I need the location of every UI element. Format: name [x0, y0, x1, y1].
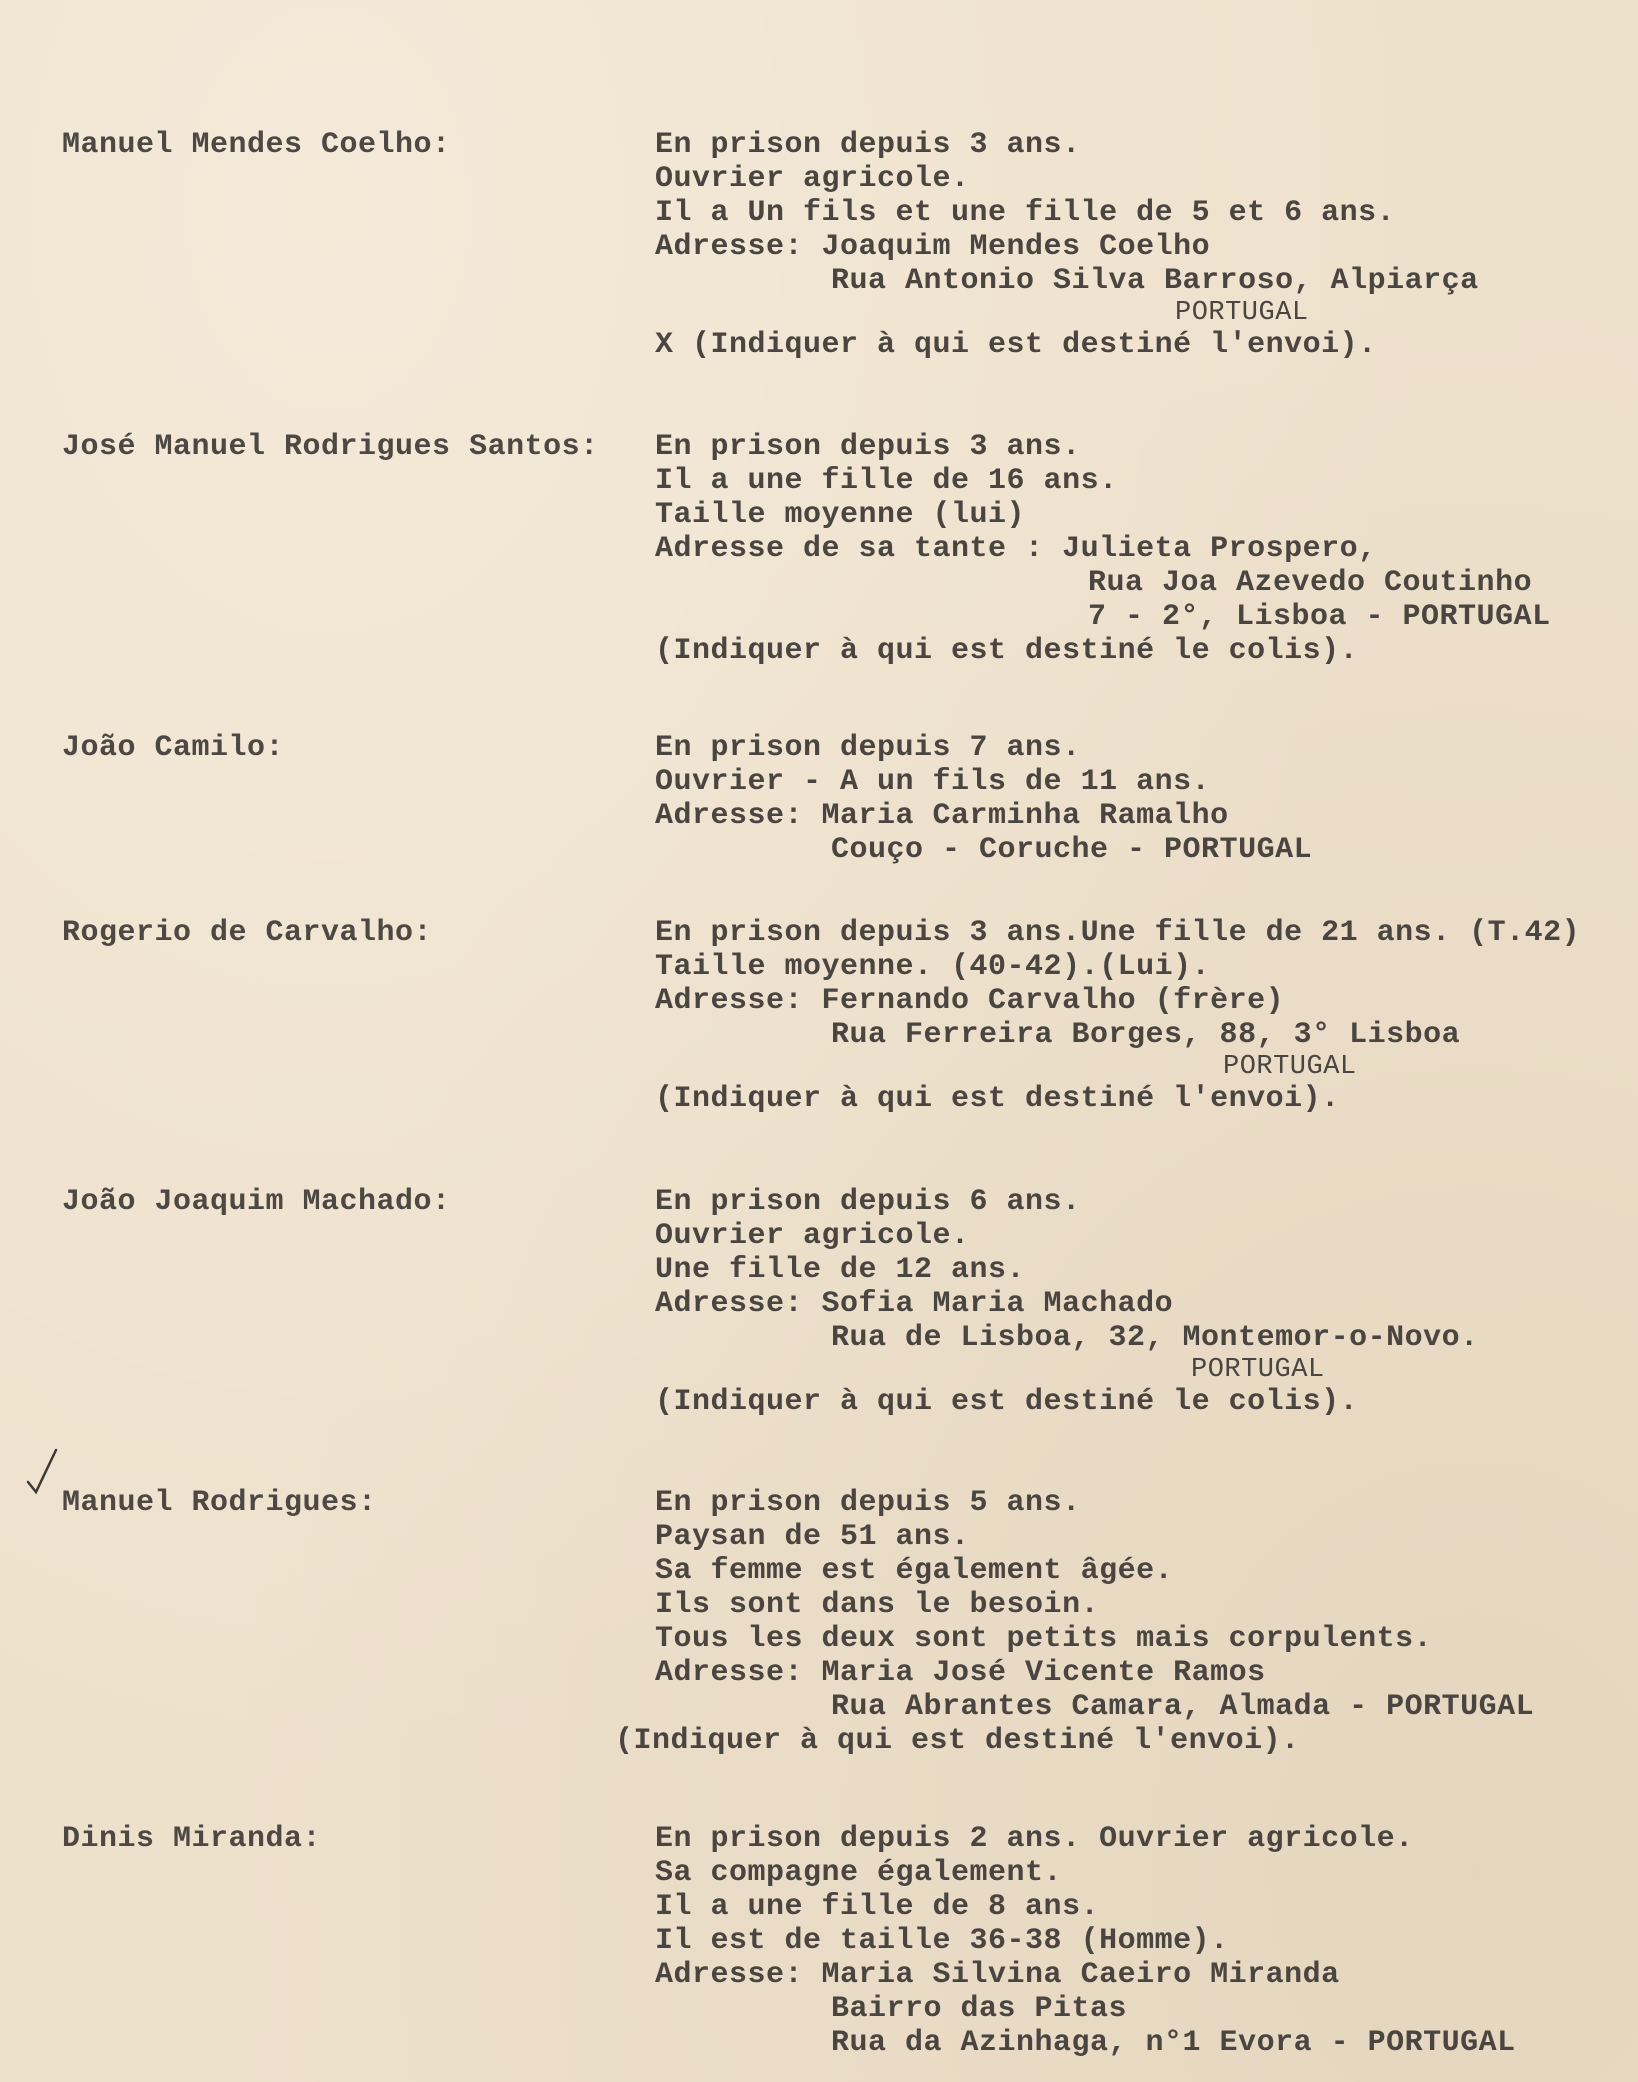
detail-line: En prison depuis 3 ans. — [655, 128, 1081, 162]
address-line: Couço - Coruche - PORTUGAL — [831, 833, 1313, 867]
prisoner-name: José Manuel Rodrigues Santos: — [62, 430, 599, 464]
entry-details — [655, 1185, 1479, 1419]
prisoner-name: Manuel Rodrigues: — [62, 1486, 377, 1520]
address-line: 7 - 2°, Lisboa - PORTUGAL — [1088, 600, 1551, 634]
detail-line: Adresse: Maria Carminha Ramalho — [655, 799, 1229, 833]
entry-details — [615, 1486, 1535, 1758]
address-line: Rua Ferreira Borges, 88, 3° Lisboa — [831, 1018, 1461, 1052]
prisoner-name: João Joaquim Machado: — [62, 1185, 451, 1219]
detail-line: Ouvrier - A un fils de 11 ans. — [655, 765, 1211, 799]
detail-line: En prison depuis 5 ans. — [655, 1486, 1081, 1520]
detail-line: Une fille de 12 ans. — [655, 1253, 1026, 1287]
address-line: Rua Antonio Silva Barroso, Alpiarça — [831, 264, 1479, 298]
prisoner-name: Rogerio de Carvalho: — [62, 916, 433, 950]
entry-details — [655, 731, 1312, 867]
detail-line: Adresse: Sofia Maria Machado — [655, 1287, 1174, 1321]
country-line: PORTUGAL — [1175, 298, 1309, 328]
detail-line: Adresse: Joaquim Mendes Coelho — [655, 230, 1211, 264]
note-line: (Indiquer à qui est destiné le colis). — [655, 1385, 1359, 1419]
detail-line: Il est de taille 36-38 (Homme). — [655, 1924, 1229, 1958]
entry-details — [655, 430, 1551, 668]
detail-line: Sa femme est également âgée. — [655, 1554, 1174, 1588]
prisoner-name: Dinis Miranda: — [62, 1822, 322, 1856]
detail-line: En prison depuis 6 ans. — [655, 1185, 1081, 1219]
detail-line: Il a une fille de 16 ans. — [655, 464, 1118, 498]
detail-line: Ils sont dans le besoin. — [655, 1588, 1100, 1622]
detail-line: En prison depuis 3 ans. — [655, 430, 1081, 464]
detail-line: Adresse: Maria José Vicente Ramos — [655, 1656, 1266, 1690]
detail-line: Ouvrier agricole. — [655, 1219, 970, 1253]
address-line: Rua de Lisboa, 32, Montemor-o-Novo. — [831, 1321, 1479, 1355]
detail-line: En prison depuis 3 ans.Une fille de 21 ans. (T.42) — [655, 916, 1581, 950]
country-line: PORTUGAL — [1223, 1052, 1357, 1082]
detail-line: Ouvrier agricole. — [655, 162, 970, 196]
detail-line: Adresse de sa tante : Julieta Prospero, — [655, 532, 1377, 566]
country-line: PORTUGAL — [1191, 1355, 1325, 1385]
entry-details — [655, 128, 1479, 362]
detail-line: Il a Un fils et une fille de 5 et 6 ans. — [655, 196, 1396, 230]
entry-details — [655, 916, 1580, 1116]
checkmark-icon — [22, 1446, 62, 1496]
address-line: Rua Abrantes Camara, Almada - PORTUGAL — [831, 1690, 1535, 1724]
note-line: X (Indiquer à qui est destiné l'envoi). — [655, 328, 1377, 362]
detail-line: En prison depuis 7 ans. — [655, 731, 1081, 765]
address-line: Bairro das Pitas — [831, 1992, 1128, 2026]
note-line: (Indiquer à qui est destiné l'envoi). — [615, 1724, 1300, 1758]
prisoner-name: Manuel Mendes Coelho: — [62, 128, 451, 162]
address-line: Rua Joa Azevedo Coutinho — [1088, 566, 1533, 600]
detail-line: Sa compagne également. — [655, 1856, 1063, 1890]
address-line: Rua da Azinhaga, n°1 Evora - PORTUGAL — [831, 2026, 1516, 2060]
detail-line: Il a une fille de 8 ans. — [655, 1890, 1100, 1924]
prisoner-name: João Camilo: — [62, 731, 285, 765]
detail-line: Adresse: Fernando Carvalho (frère) — [655, 984, 1285, 1018]
detail-line: Taille moyenne. (40-42).(Lui). — [655, 950, 1211, 984]
detail-line: Taille moyenne (lui) — [655, 498, 1026, 532]
detail-line: Adresse: Maria Silvina Caeiro Miranda — [655, 1958, 1340, 1992]
detail-line: Paysan de 51 ans. — [655, 1520, 970, 1554]
note-line: (Indiquer à qui est destiné l'envoi). — [655, 1082, 1340, 1116]
note-line: (Indiquer à qui est destiné le colis). — [655, 634, 1359, 668]
detail-line: Tous les deux sont petits mais corpulents. — [655, 1622, 1433, 1656]
detail-line: En prison depuis 2 ans. Ouvrier agricole. — [655, 1822, 1414, 1856]
entry-details — [655, 1822, 1516, 2060]
